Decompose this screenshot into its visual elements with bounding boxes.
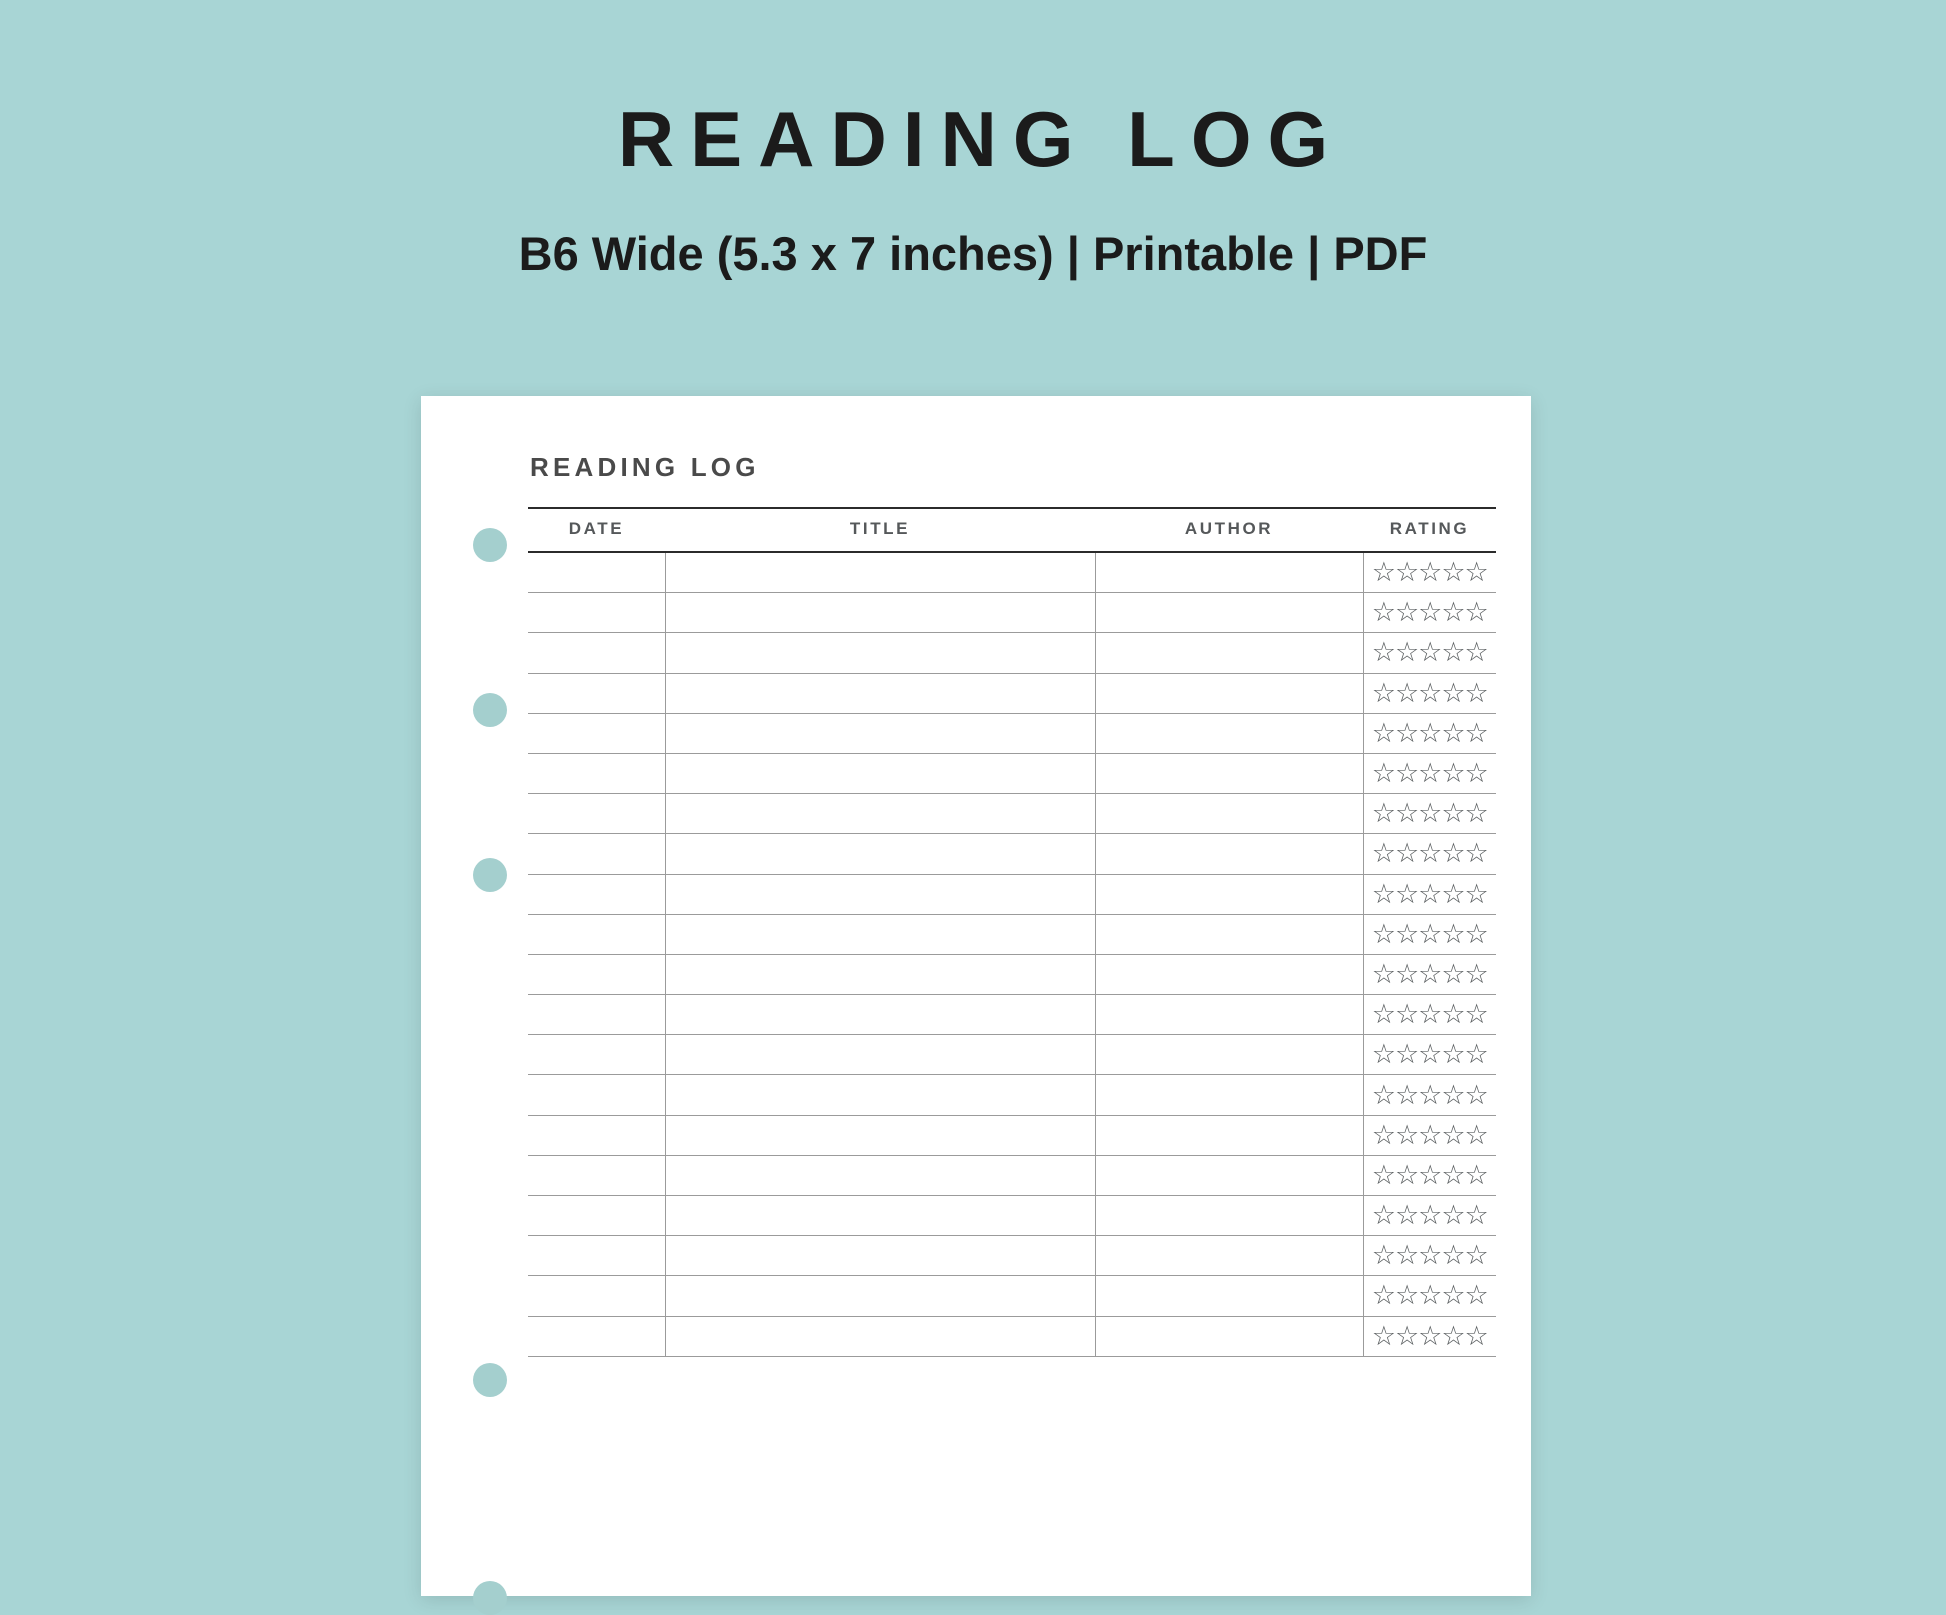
cell-title[interactable]: [665, 593, 1095, 633]
cell-title[interactable]: [665, 1035, 1095, 1075]
cell-date[interactable]: [528, 753, 665, 793]
table-row: [528, 794, 1496, 834]
cell-rating[interactable]: [1363, 1155, 1496, 1195]
cell-rating[interactable]: [1363, 1075, 1496, 1115]
table-row: [528, 713, 1496, 753]
cell-date[interactable]: [528, 1155, 665, 1195]
table-row: [528, 1276, 1496, 1316]
cell-author[interactable]: [1095, 794, 1363, 834]
binder-ring-icon: [473, 858, 507, 892]
sheet-title: READING LOG: [530, 452, 760, 482]
printable-page-preview: [421, 396, 1531, 1596]
table-header-row: [528, 508, 1496, 552]
cell-title[interactable]: [665, 914, 1095, 954]
cell-title[interactable]: [665, 1115, 1095, 1155]
cell-rating[interactable]: [1363, 1035, 1496, 1075]
cell-title[interactable]: [665, 954, 1095, 994]
cell-rating[interactable]: [1363, 874, 1496, 914]
cell-title[interactable]: [665, 1316, 1095, 1356]
cell-title[interactable]: [665, 1276, 1095, 1316]
cell-author[interactable]: [1095, 1155, 1363, 1195]
page-subtitle: B6 Wide (5.3 x 7 inches) | Printable | PDF: [518, 227, 1428, 280]
star-rating-icons[interactable]: ☆☆☆☆☆: [1371, 878, 1488, 909]
binder-ring-icon: [473, 1363, 507, 1397]
cell-author[interactable]: [1095, 1035, 1363, 1075]
cell-title[interactable]: [665, 713, 1095, 753]
star-rating-icons[interactable]: ☆☆☆☆☆: [1371, 1320, 1488, 1351]
star-rating-icons[interactable]: ☆☆☆☆☆: [1371, 838, 1488, 869]
star-rating-icons[interactable]: ☆☆☆☆☆: [1371, 1280, 1488, 1311]
star-rating-icons[interactable]: ☆☆☆☆☆: [1371, 677, 1488, 708]
cell-author[interactable]: [1095, 552, 1363, 593]
cell-title[interactable]: [665, 834, 1095, 874]
table-header: [528, 508, 1496, 552]
table-row: [528, 914, 1496, 954]
star-rating-icons[interactable]: ☆☆☆☆☆: [1371, 597, 1488, 628]
star-rating-icons[interactable]: ☆☆☆☆☆: [1371, 1119, 1488, 1150]
cell-rating[interactable]: [1363, 1316, 1496, 1356]
cell-author[interactable]: [1095, 914, 1363, 954]
table-row: [528, 995, 1496, 1035]
star-rating-icons[interactable]: ☆☆☆☆☆: [1371, 999, 1488, 1030]
cell-rating[interactable]: [1363, 1236, 1496, 1276]
cell-rating[interactable]: [1363, 1276, 1496, 1316]
table-row: [528, 552, 1496, 593]
cell-rating[interactable]: [1363, 914, 1496, 954]
cell-title[interactable]: [665, 995, 1095, 1035]
cell-date[interactable]: [528, 794, 665, 834]
table-body: [528, 552, 1496, 1356]
column-header-title: TITLE: [665, 508, 1095, 552]
cell-author[interactable]: [1095, 593, 1363, 633]
cell-date[interactable]: [528, 633, 665, 673]
sheet-content: [528, 452, 1509, 1596]
promo-header: [0, 0, 1946, 280]
cell-author[interactable]: [1095, 1276, 1363, 1316]
star-rating-icons[interactable]: ☆☆☆☆☆: [1371, 637, 1488, 668]
cell-rating[interactable]: [1363, 834, 1496, 874]
cell-date[interactable]: [528, 1115, 665, 1155]
table-row: [528, 633, 1496, 673]
cell-author[interactable]: [1095, 753, 1363, 793]
cell-author[interactable]: [1095, 954, 1363, 994]
table-row: [528, 753, 1496, 793]
cell-title[interactable]: [665, 673, 1095, 713]
cell-date[interactable]: [528, 1316, 665, 1356]
cell-author[interactable]: [1095, 713, 1363, 753]
star-rating-icons[interactable]: ☆☆☆☆☆: [1371, 1039, 1488, 1070]
cell-author[interactable]: [1095, 1196, 1363, 1236]
cell-date[interactable]: [528, 593, 665, 633]
cell-rating[interactable]: [1363, 593, 1496, 633]
column-header-date: DATE: [528, 508, 665, 552]
cell-date[interactable]: [528, 1276, 665, 1316]
cell-rating[interactable]: [1363, 552, 1496, 593]
cell-author[interactable]: [1095, 1115, 1363, 1155]
cell-title[interactable]: [665, 753, 1095, 793]
cell-rating[interactable]: [1363, 794, 1496, 834]
cell-rating[interactable]: [1363, 713, 1496, 753]
cell-title[interactable]: [665, 1155, 1095, 1195]
cell-date[interactable]: [528, 1075, 665, 1115]
star-rating-icons[interactable]: ☆☆☆☆☆: [1371, 1240, 1488, 1271]
table-row: [528, 954, 1496, 994]
cell-date[interactable]: [528, 1196, 665, 1236]
cell-date[interactable]: [528, 1236, 665, 1276]
cell-rating[interactable]: [1363, 1196, 1496, 1236]
cell-title[interactable]: [665, 633, 1095, 673]
table-row: [528, 1035, 1496, 1075]
table-row: [528, 834, 1496, 874]
cell-rating[interactable]: [1363, 633, 1496, 673]
table-row: [528, 1155, 1496, 1195]
column-header-rating: RATING: [1363, 508, 1496, 552]
star-rating-icons[interactable]: ☆☆☆☆☆: [1371, 557, 1488, 588]
cell-date[interactable]: [528, 713, 665, 753]
table-row: [528, 874, 1496, 914]
cell-rating[interactable]: [1363, 753, 1496, 793]
star-rating-icons[interactable]: ☆☆☆☆☆: [1371, 958, 1488, 989]
cell-title[interactable]: [665, 1075, 1095, 1115]
cell-rating[interactable]: [1363, 1115, 1496, 1155]
cell-author[interactable]: [1095, 1236, 1363, 1276]
binder-ring-icon: [473, 693, 507, 727]
binder-ring-icon: [473, 528, 507, 562]
cell-author[interactable]: [1095, 834, 1363, 874]
cell-date[interactable]: [528, 995, 665, 1035]
cell-rating[interactable]: [1363, 673, 1496, 713]
cell-author[interactable]: [1095, 673, 1363, 713]
star-rating-icons[interactable]: ☆☆☆☆☆: [1371, 1200, 1488, 1231]
table-row: [528, 1316, 1496, 1356]
table-row: [528, 1236, 1496, 1276]
cell-date[interactable]: [528, 834, 665, 874]
star-rating-icons[interactable]: ☆☆☆☆☆: [1371, 918, 1488, 949]
cell-date[interactable]: [528, 954, 665, 994]
cell-author[interactable]: [1095, 633, 1363, 673]
cell-author[interactable]: [1095, 995, 1363, 1035]
cell-title[interactable]: [665, 1236, 1095, 1276]
cell-author[interactable]: [1095, 1316, 1363, 1356]
cell-rating[interactable]: [1363, 995, 1496, 1035]
cell-title[interactable]: [665, 874, 1095, 914]
cell-title[interactable]: [665, 794, 1095, 834]
table-row: [528, 1115, 1496, 1155]
cell-date[interactable]: [528, 914, 665, 954]
cell-title[interactable]: [665, 1196, 1095, 1236]
page-title: READING LOG: [617, 95, 1345, 183]
star-rating-icons[interactable]: ☆☆☆☆☆: [1371, 1079, 1488, 1110]
reading-log-table: [528, 507, 1496, 1357]
cell-title[interactable]: [665, 552, 1095, 593]
table-row: [528, 1196, 1496, 1236]
cell-rating[interactable]: [1363, 954, 1496, 994]
cell-date[interactable]: [528, 874, 665, 914]
star-rating-icons[interactable]: ☆☆☆☆☆: [1371, 1159, 1488, 1190]
star-rating-icons[interactable]: ☆☆☆☆☆: [1371, 758, 1488, 789]
binder-ring-icon: [473, 1581, 507, 1615]
table-row: [528, 593, 1496, 633]
table-row: [528, 673, 1496, 713]
star-rating-icons[interactable]: ☆☆☆☆☆: [1371, 798, 1488, 829]
cell-date[interactable]: [528, 1035, 665, 1075]
cell-author[interactable]: [1095, 1075, 1363, 1115]
table-row: [528, 1075, 1496, 1115]
star-rating-icons[interactable]: ☆☆☆☆☆: [1371, 717, 1488, 748]
cell-date[interactable]: [528, 673, 665, 713]
cell-date[interactable]: [528, 552, 665, 593]
cell-author[interactable]: [1095, 874, 1363, 914]
column-header-author: AUTHOR: [1095, 508, 1363, 552]
